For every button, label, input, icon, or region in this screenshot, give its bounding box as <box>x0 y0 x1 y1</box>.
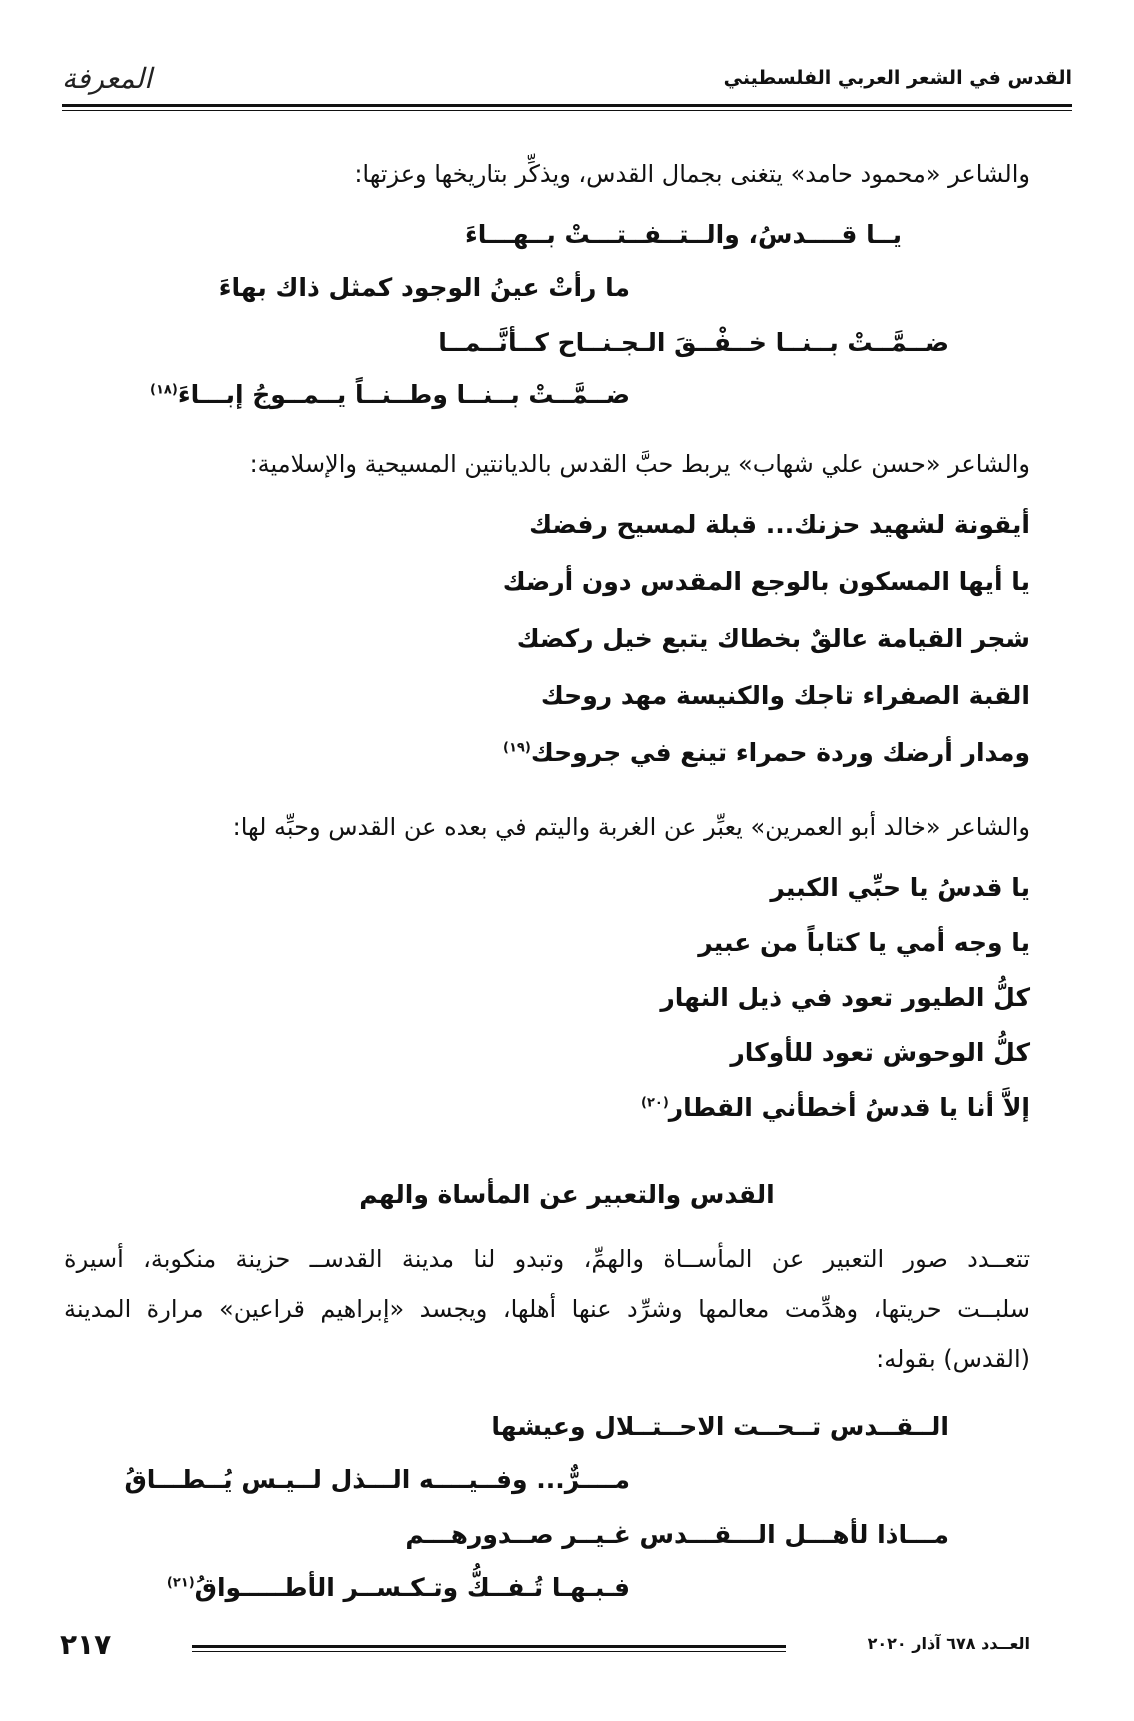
intro-paragraph: والشاعر «محمود حامد» يتغنى بجمال القدس، ويذكِّر بتاريخها وعزتها: <box>354 160 1030 188</box>
verse-line: يــا قــــدسُ، والــتــفــتـــتْ بــهـــاءَ <box>464 220 902 249</box>
verse-text: إلاَّ أنا يا قدسُ أخطأني القطار <box>668 1093 1030 1122</box>
verse-line: يا وجه أمي يا كتاباً من عبير <box>698 928 1030 957</box>
verse-line <box>167 1573 630 1602</box>
body-paragraph-line: (القدس) بقوله: <box>876 1345 1030 1373</box>
running-title: القدس في الشعر العربي الفلسطيني <box>723 67 1072 89</box>
verse-line <box>150 380 630 409</box>
verse-line: مـــاذا لأهـــل الـــقـــدس غـيــر صــدورهـــم <box>405 1520 949 1549</box>
verse-line: الــقــدس تــحــت الاحــتــلال وعيشها <box>491 1412 949 1441</box>
verse-line: القبة الصفراء تاجك والكنيسة مهد روحك <box>540 681 1030 710</box>
footer-rule <box>192 1645 786 1648</box>
verse-text: ضــمَّــتْ بــنــا وطــنــاً يــمــوجُ إبـــاءَ <box>177 380 630 409</box>
page-header <box>62 58 1072 98</box>
footnote-marker: (١٨) <box>150 382 178 398</box>
intro-paragraph: والشاعر «خالد أبو العمرين» يعبِّر عن الغربة واليتم في بعده عن القدس وحبِّه لها: <box>232 813 1030 841</box>
verse-line <box>641 1093 1030 1122</box>
verse-line: مــــرٌّ... وفــيــــه الـــذل لــيـس يُــطـــاقُ <box>124 1465 630 1494</box>
verse-line <box>503 738 1030 767</box>
verse-line: ضــمَّــتْ بــنــا خــفْــقَ الـجـنــاح كــأنَّــمــا <box>438 328 949 357</box>
verse-line: أيقونة لشهيد حزنك... قبلة لمسيح رفضك <box>529 510 1030 539</box>
footnote-marker: (٢٠) <box>641 1095 669 1111</box>
header-rule <box>62 104 1072 107</box>
intro-paragraph: والشاعر «حسن علي شهاب» يربط حبَّ القدس بالديانتين المسيحية والإسلامية: <box>249 450 1030 478</box>
footer-rule-thin <box>192 1651 786 1652</box>
footnote-marker: (١٩) <box>503 740 531 756</box>
verse-line: ما رأتْ عينُ الوجود كمثل ذاك بهاءَ <box>218 273 630 302</box>
magazine-logo: المعرفة <box>62 61 152 95</box>
verse-line: يا أيها المسكون بالوجع المقدس دون أرضك <box>502 567 1030 596</box>
verse-line: كلُّ الطيور تعود في ذيل النهار <box>660 983 1030 1012</box>
footnote-marker: (٢١) <box>166 1575 195 1591</box>
issue-info: العــدد ٦٧٨ آذار ٢٠٢٠ <box>867 1634 1030 1653</box>
body-paragraph-line: تتعــدد صور التعبير عن المأســاة والهمِّ، وتبدو لنا مدينة القدســ حزينة منكوبة، أسيرة <box>64 1245 1030 1273</box>
verse-line: شجر القيامة عالقٌ بخطاك يتبع خيل ركضك <box>516 624 1030 653</box>
verse-line: كلُّ الوحوش تعود للأوكار <box>730 1038 1030 1067</box>
verse-line: يا قدسُ يا حبِّي الكبير <box>770 873 1030 902</box>
header-rule-thin <box>62 110 1072 111</box>
verse-text: ومدار أرضك وردة حمراء تينع في جروحك <box>530 738 1030 767</box>
section-heading: القدس والتعبير عن المأساة والهم <box>359 1180 775 1209</box>
page-number: ٢١٧ <box>60 1628 112 1661</box>
body-paragraph-line: سلبــت حريتها، وهدِّمت معالمها وشرِّد عنها أهلها، ويجسد «إبراهيم قراعين» مرارة المدينة <box>64 1295 1030 1323</box>
verse-text: فـبـهـا تُـفــكُّ وتـكـســر الأطـــــواقُ <box>194 1573 630 1602</box>
